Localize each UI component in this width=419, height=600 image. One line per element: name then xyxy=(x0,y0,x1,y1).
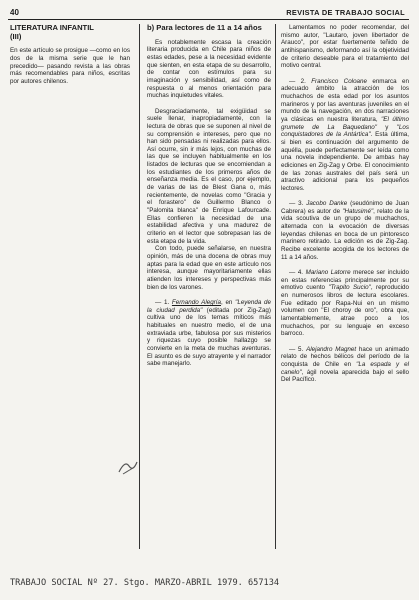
text: (seudónimo de Juan Cabrera) es autor de xyxy=(281,200,409,215)
paragraph: Con todo, puede señalarse, en nuestra opinión, más de una docena de obras muy aptas para la edad que en este artículo nos interesa, aunque mayoritariamente ellas atienden los intereses y perspectivas más bien de los varones. xyxy=(147,245,271,291)
text: enmarca en adecuado ámbito la atracción de los muchachos de esta edad por los asuntos marineros y por las aventuras juveniles en el mundo de la navegación, en dos narraciones ya clásicas en nuestra literatura, xyxy=(281,77,409,123)
list-item xyxy=(281,346,409,384)
text: y xyxy=(376,123,397,131)
work-title: "El último grumete de La Baquedano" xyxy=(281,115,409,131)
work-title: "La espada y el canelo" xyxy=(281,361,410,376)
item-number: — 4. xyxy=(289,269,306,277)
paragraph: Lamentamos no poder recomendar, del mismo autor, "Lautaro, joven libertador de Arauco", por estar fuertemente teñido de antihispanismo, deformando así la objetividad de criterio deseable para el tratamiento del motivo central. xyxy=(281,24,409,70)
list-item xyxy=(281,78,409,193)
author-name: Alejandro Magnet xyxy=(306,345,357,353)
column-middle xyxy=(147,24,271,368)
page-number: 40 xyxy=(10,8,19,17)
paragraph: Es notablemente escasa la creación literaria producida en Chile para niños de estas edades, pese a la necesidad evidente que sienten, en esta etapa de su desarrollo, de contar con estímulos para su imaginación y sensibilidad, así como de respuesta o al menos orientación para muchas inquietudes vitales. xyxy=(147,38,271,100)
item-number: — 3. xyxy=(289,200,307,208)
pen-stroke-icon xyxy=(117,458,139,476)
list-item xyxy=(281,200,409,261)
author-name: Francisco Coloane xyxy=(311,77,367,85)
text: . Esta última, si bien es continuación del argumento de aquélla, puede perfectamente ser leída como una novela independiente. De ambas hay ediciones en Zig-Zag y Orbe. El conocimiento de las zonas australes del país será un atractivo adicional para los pequeños lectores. xyxy=(281,131,409,192)
column-divider xyxy=(275,24,276,549)
item-number: — 1. xyxy=(155,298,172,306)
paragraph: Desgraciadamente, tal exigüidad se suele llenar, inapropiadamente, con la lectura de obras que se suponen al nivel de su comprensión e intereses, pero que no han sido pensadas ni realizadas para ellos. Así ocurre, sin ir más lejos, con muchas de las que se incluyen habitualmente en los listados de lecturas que se encomiendan a los estudiantes de los primeros años de enseñanza media. Es el caso, por ejemplo, de varias de las de Blest Gana o, más recientemente, de novelas como "Gracia y el forastero" de Guillermo Blanco o "Palomita blanca" de Enrique Lafourcade. Ellas confieren la necesidad de una estabilidad afectiva y una madurez de criterio en el lector que sobrepasan las de esta etapa de la vida. xyxy=(147,107,271,245)
text: , relato de la vida scoutiva de un grupo de muchachos, alternada con la evocación de diversas leyendas chilenas en boca de un pintoresco marinero retirado. La edición es de Zig-Zag. Recibe excelente acogida de los lectores de 11 a 14 años. xyxy=(281,207,410,261)
text: , reproducido en numerosos libros de lectura escolares. Fue editado por Rapa-Nui en un mismo volumen con "El choroy de oro", obra que, lamentablemente, atrae poco a los muchachos, por su lenguaje en exceso barroco. xyxy=(281,284,410,338)
title-line: LITERATURA INFANTIL xyxy=(10,23,94,32)
work-title: "Hatusimé" xyxy=(342,207,374,215)
list-item xyxy=(281,269,409,338)
list-item xyxy=(147,299,271,368)
header-rule xyxy=(8,19,409,20)
author-name: Jacobo Danke xyxy=(306,200,348,208)
work-title: "Leyenda de la ciudad perdida" xyxy=(147,298,272,314)
work-title: "Los conquistadores de la Antártica" xyxy=(281,123,409,139)
title-line: (III) xyxy=(10,31,22,41)
item-number: — 5. xyxy=(289,345,307,353)
text: , en xyxy=(220,298,236,306)
column-left xyxy=(10,24,130,85)
column-divider xyxy=(139,24,140,549)
item-number: — 2. xyxy=(289,77,312,85)
article-title xyxy=(10,24,130,41)
author-name: Mariano Latorre xyxy=(305,269,351,277)
handwritten-citation: TRABAJO SOCIAL Nº 27. Stgo. MARZO-ABRIL 1979. 657134 xyxy=(10,578,280,588)
text: hace un animado relato de hechos bélicos del período de la conquista de Chile en xyxy=(281,345,409,368)
work-title: "Trapito Sucio" xyxy=(328,284,371,292)
article-intro: En este artículo se prosigue —como en los dos de la misma serie que le han precedido— pasando revista a las obras más recomendables para niños, escritas por autores chilenos. xyxy=(10,47,130,85)
author-name: Fernando Alegría xyxy=(171,298,221,306)
section-heading: b) Para lectores de 11 a 14 años xyxy=(147,23,262,32)
handwritten-mark xyxy=(117,458,139,481)
column-right xyxy=(281,24,409,384)
journal-title: REVISTA DE TRABAJO SOCIAL xyxy=(286,8,405,17)
text: , ágil novela aparecida bajo el sello Del Pacífico. xyxy=(281,368,409,384)
text: (editada por Zig-Zag) cultiva uno de los temas míticos más habituales en nuestro medio, el de una extraviada urbe, fabulosa por sus misterios y riquezas cuyo posible hallazgo se convierte en la meta de muchas aventuras. El asunto es de suyo atrayente y el narrador sabe manejarlo. xyxy=(147,306,271,368)
text: merece ser incluido en estas referencias principalmente por su emotivo cuento xyxy=(281,269,409,292)
